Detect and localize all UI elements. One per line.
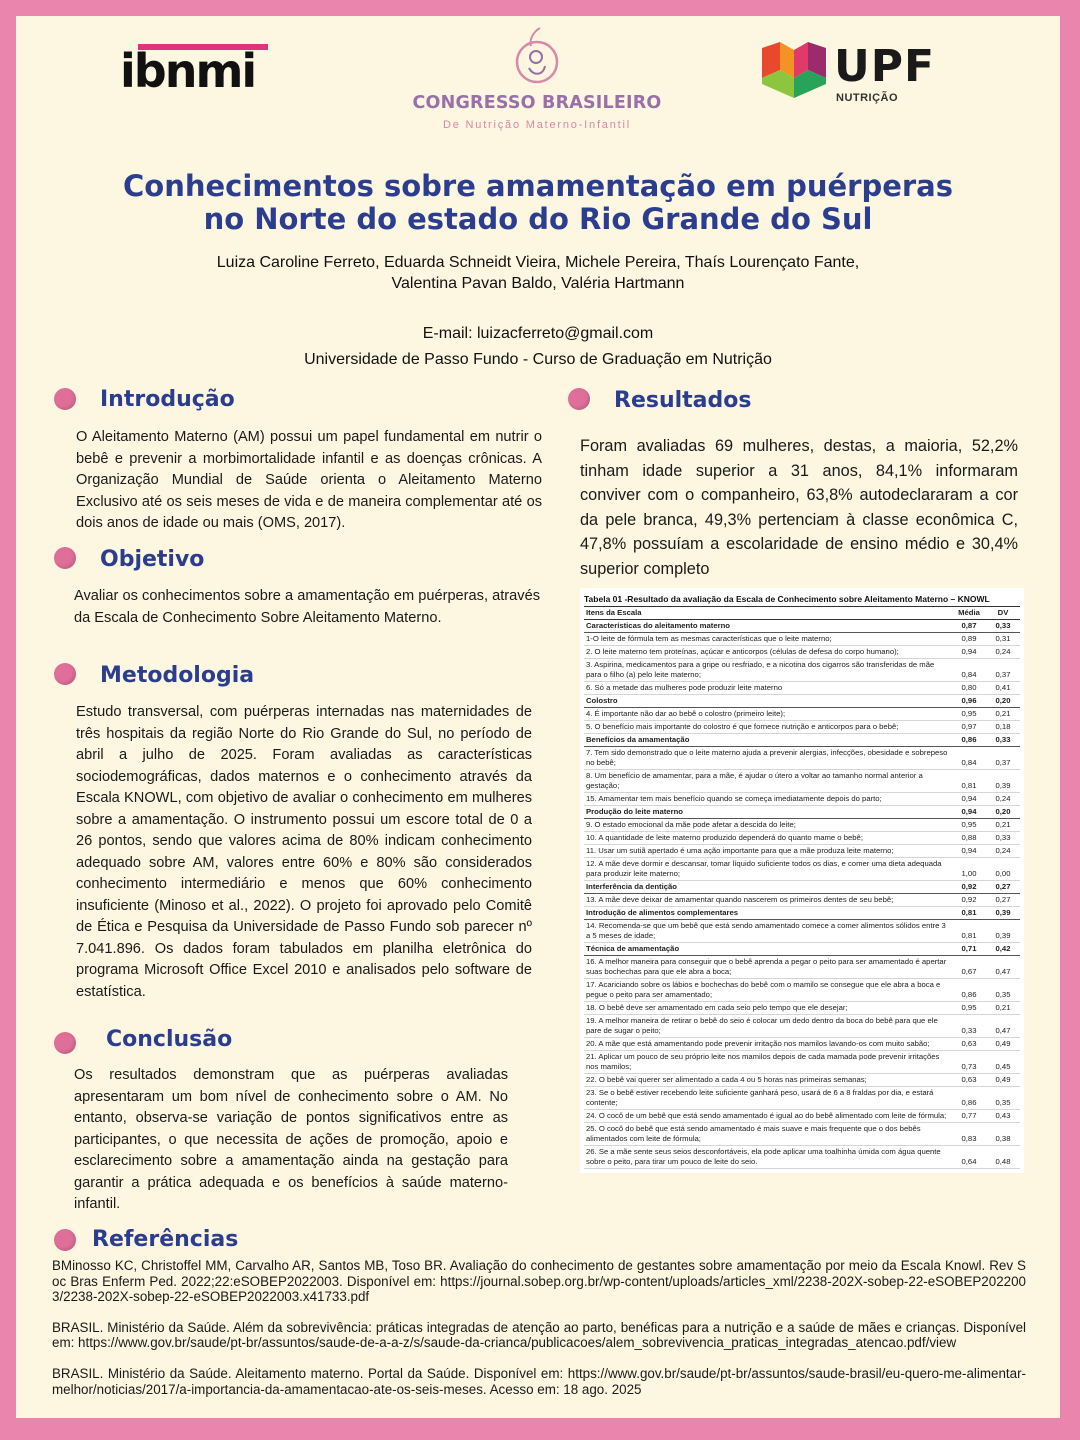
- table-cell-dv: 0,33: [986, 734, 1020, 747]
- poster-title: [56, 170, 1020, 236]
- table-cell-item: 12. A mãe deve dormir e descansar, tomar líquido suficiente todos os dias, e comer uma dieta adequada para produzir leite materno;: [584, 858, 952, 881]
- table-cell-dv: 0,33: [986, 620, 1020, 633]
- table-cell-dv: 0,24: [986, 646, 1020, 659]
- table-cell-dv: 0,33: [986, 832, 1020, 845]
- table-cell-item: 21. Aplicar um pouco de seu próprio leite nos mamilos depois de cada mamada pode prevenir irritações nos mamilos;: [584, 1051, 952, 1074]
- congress-subtitle: De Nutrição Materno-Infantil: [443, 119, 631, 131]
- congress-logo: [404, 24, 670, 136]
- table-cell-item: 10. A quantidade de leite materno produzido dependerá do quanto mame o bebê;: [584, 832, 952, 845]
- table-row: [584, 708, 1020, 721]
- table-cell-media: 0,77: [952, 1110, 986, 1123]
- table-cell-item: 20. A mãe que está amamentando pode prevenir irritação nos mamilos lavando-os com muito sabão;: [584, 1038, 952, 1051]
- table-cell-media: 0,95: [952, 1002, 986, 1015]
- table-cell-dv: 0,20: [986, 695, 1020, 708]
- resultados-text: Foram avaliadas 69 mulheres, destas, a maioria, 52,2% tinham idade superior a 31 anos, 84,1% informaram conviver com o companheiro, 63,8% autodeclararam a cor da pele branca, 49,3% pertenciam à classe econômica C, 47,8% possuíam a escolaridade de ensino médio e 30,4% superior completo: [580, 437, 1018, 578]
- table-cell-dv: 0,37: [986, 659, 1020, 682]
- table-row: [584, 1051, 1020, 1074]
- table-cell-dv: 0,27: [986, 881, 1020, 894]
- table-cell-dv: 0,39: [986, 770, 1020, 793]
- reference-item: BMinosso KC, Christoffel MM, Carvalho AR, Santos MB, Toso BR. Avaliação do conhecimento de gestantes sobre amamentação por meio da Escala Knowl. Rev Soc Bras Enferm Ped. 2022;22:eSOBEP2022003. Disponível em: https://journal.sobep.org.br/wp-content/uploads/articles_xml/2238-202X-sobep-22-eSOBEP2022003/2238-202X-sobep-22-eSOBEP2022003.x41733.pdf: [52, 1258, 1026, 1305]
- conclusao-text: Os resultados demonstram que as puérperas avaliadas apresentaram um bom nível de conhecimento sobre o AM. No entanto, observa-se variação de pontos significativos entre as participantes, o que necessita de ações de promoção, apoio e esclarecimento sobre a amamentação ainda na gestação para garantir a prática adequada e os benefícios à saúde materno-infantil.: [74, 1067, 508, 1212]
- section-bullet-icon: [54, 1032, 76, 1054]
- table-cell-media: 0,84: [952, 659, 986, 682]
- table-caption: Tabela 01 -Resultado da avaliação da Escala de Conhecimento sobre Aleitamento Materno – KNOWL: [584, 594, 1020, 607]
- table-cell-dv: 0,24: [986, 845, 1020, 858]
- poster: [16, 16, 1060, 1418]
- table-cell-dv: 0,21: [986, 1002, 1020, 1015]
- title-line-2: no Norte do estado do Rio Grande do Sul: [203, 202, 873, 236]
- table-row: [584, 979, 1020, 1002]
- contact-info: [76, 321, 1000, 373]
- table-cell-media: 0,88: [952, 832, 986, 845]
- table-cell-dv: 0,37: [986, 747, 1020, 770]
- table-cell-dv: 0,39: [986, 907, 1020, 920]
- table-row: [584, 770, 1020, 793]
- congress-title: CONGRESSO BRASILEIRO: [412, 93, 662, 113]
- table-cell-dv: 0,47: [986, 956, 1020, 979]
- table-cell-media: 0,86: [952, 734, 986, 747]
- table-cell-dv: 0,48: [986, 1146, 1020, 1169]
- table-cell-dv: 0,42: [986, 943, 1020, 956]
- table-cell-item: 13. A mãe deve deixar de amamentar quando nascerem os primeiros dentes de seu bebê;: [584, 894, 952, 907]
- table-cell-item: Introdução de alimentos complementares: [584, 907, 952, 920]
- table-cell-item: 19. A melhor maneira de retirar o bebê do seio é colocar um dedo dentro da boca do bebê para que ele pare de sugar o peito;: [584, 1015, 952, 1038]
- table-cell-dv: 0,27: [986, 894, 1020, 907]
- table-cell-dv: 0,39: [986, 920, 1020, 943]
- affiliation: Universidade de Passo Fundo - Curso de Graduação em Nutrição: [304, 351, 772, 368]
- table-cell-dv: 0,31: [986, 633, 1020, 646]
- table-cell-dv: 0,49: [986, 1074, 1020, 1087]
- table-category-row: [584, 734, 1020, 747]
- table-cell-dv: 0,49: [986, 1038, 1020, 1051]
- authors: [76, 252, 1000, 294]
- table-row: [584, 858, 1020, 881]
- table-row: [584, 1038, 1020, 1051]
- resultados-heading: Resultados: [614, 388, 752, 413]
- table-cell-item: 1-O leite de fórmula tem as mesmas características que o leite materno;: [584, 633, 952, 646]
- table-category-row: [584, 620, 1020, 633]
- table-cell-media: 0,80: [952, 682, 986, 695]
- table-cell-media: 0,81: [952, 907, 986, 920]
- table-cell-media: 0,63: [952, 1038, 986, 1051]
- table-cell-item: 2. O leite materno tem proteínas, açúcar e anticorpos (células de defesa do corpo humano);: [584, 646, 952, 659]
- table-cell-item: Interferência da dentição: [584, 881, 952, 894]
- reference-item: BRASIL. Ministério da Saúde. Além da sobrevivência: práticas integradas de atenção ao parto, benéficas para a nutrição e a saúde de mães e crianças. Disponível em: https://www.gov.br/saude/pt-br/assuntos/saude-de-a-a-z/s/saude-da-crianca/publicacoes/alem_sobrevivencia_praticas_integradas_atencao.pdf/view: [52, 1319, 1026, 1351]
- table-cell-media: 0,95: [952, 819, 986, 832]
- referencias-heading: Referências: [92, 1227, 239, 1252]
- table-cell-media: 0,81: [952, 920, 986, 943]
- section-bullet-icon: [54, 547, 76, 569]
- table-cell-item: Características do aleitamento materno: [584, 620, 952, 633]
- table-cell-item: 15. Amamentar tem mais benefício quando se começa imediatamente depois do parto;: [584, 793, 952, 806]
- table-row: [584, 721, 1020, 734]
- section-bullet-icon: [54, 663, 76, 685]
- table-category-row: [584, 806, 1020, 819]
- authors-line-2: Valentina Pavan Baldo, Valéria Hartmann: [391, 275, 685, 292]
- introducao-heading: Introdução: [100, 387, 235, 412]
- table-cell-dv: 0,21: [986, 819, 1020, 832]
- conclusao-heading: Conclusão: [106, 1027, 233, 1052]
- table-cell-media: 0,73: [952, 1051, 986, 1074]
- table-header-row: [584, 607, 1020, 620]
- authors-line-1: Luiza Caroline Ferreto, Eduarda Schneidt Vieira, Michele Pereira, Thaís Lourençato Fante,: [216, 254, 860, 271]
- table-category-row: [584, 881, 1020, 894]
- table-category-row: [584, 943, 1020, 956]
- table-cell-dv: 0,47: [986, 1015, 1020, 1038]
- table-cell-dv: 0,38: [986, 1123, 1020, 1146]
- table-category-row: [584, 695, 1020, 708]
- table-cell-dv: 0,35: [986, 1087, 1020, 1110]
- table-cell-dv: 0,18: [986, 721, 1020, 734]
- upf-logo: [762, 42, 962, 112]
- section-bullet-icon: [568, 388, 590, 410]
- email: E-mail: luizacferreto@gmail.com: [422, 325, 654, 342]
- table-cell-media: 0,67: [952, 956, 986, 979]
- table-cell-media: 0,64: [952, 1146, 986, 1169]
- table-cell-item: 3. Aspirina, medicamentos para a gripe ou resfriado, e a nicotina dos cigarros são transferidas de mãe para o filho (a) pelo leite materno;: [584, 659, 952, 682]
- table-row: [584, 845, 1020, 858]
- table-row: [584, 832, 1020, 845]
- table-row: [584, 1002, 1020, 1015]
- table-row: [584, 819, 1020, 832]
- table-cell-media: 1,00: [952, 858, 986, 881]
- table-row: [584, 1087, 1020, 1110]
- table-cell-dv: 0,21: [986, 708, 1020, 721]
- table-row: [584, 633, 1020, 646]
- table-cell-media: 0,86: [952, 979, 986, 1002]
- table-header-items: Itens da Escala: [584, 607, 952, 620]
- table-cell-media: 0,92: [952, 894, 986, 907]
- section-bullet-icon: [54, 388, 76, 410]
- table-cell-item: Produção do leite materno: [584, 806, 952, 819]
- table-cell-media: 0,86: [952, 1087, 986, 1110]
- table-cell-media: 0,89: [952, 633, 986, 646]
- table-cell-item: Colostro: [584, 695, 952, 708]
- table-cell-item: 26. Se a mãe sente seus seios desconfortáveis, ela pode aplicar uma toalhinha úmida com água quente sobre o peito, para tirar um pouco de leite do seio.: [584, 1146, 952, 1169]
- table-cell-item: Técnica de amamentação: [584, 943, 952, 956]
- table-row: [584, 682, 1020, 695]
- table-cell-dv: 0,24: [986, 793, 1020, 806]
- table-cell-dv: 0,00: [986, 858, 1020, 881]
- table-cell-media: 0,71: [952, 943, 986, 956]
- upf-mark-icon: [762, 42, 826, 98]
- table-cell-media: 0,33: [952, 1015, 986, 1038]
- knowl-results-table: [580, 588, 1024, 1173]
- table-cell-dv: 0,41: [986, 682, 1020, 695]
- table-cell-media: 0,94: [952, 806, 986, 819]
- upf-logo-text: UPF: [834, 41, 936, 92]
- table-cell-item: 17. Acariciando sobre os lábios e bochechas do bebê com o mamilo se consegue que ele abra a boca e pegue o peito para ser amamentado;: [584, 979, 952, 1002]
- objetivo-heading: Objetivo: [100, 547, 205, 572]
- table-cell-media: 0,97: [952, 721, 986, 734]
- table-cell-item: 14. Recomenda-se que um bebê que está sendo amamentado comece a comer alimentos sólidos entre 3 a 5 meses de idade;: [584, 920, 952, 943]
- table-cell-item: 7. Tem sido demonstrado que o leite materno ajuda a prevenir alergias, infecções, obesidade e sobrepeso no bebê;: [584, 747, 952, 770]
- table-cell-item: 6. Só a metade das mulheres pode produzir leite materno: [584, 682, 952, 695]
- table-cell-item: 25. O cocô do bebê que está sendo amamentado é mais suave e mais frequente que o dos bebês alimentados com leite de fórmula;: [584, 1123, 952, 1146]
- table-cell-media: 0,81: [952, 770, 986, 793]
- table-row: [584, 747, 1020, 770]
- table-cell-media: 0,63: [952, 1074, 986, 1087]
- table-row: [584, 894, 1020, 907]
- ibnmi-logo-text: ibnmi: [120, 44, 256, 98]
- table-cell-item: 4. É importante não dar ao bebê o colostro (primeiro leite);: [584, 708, 952, 721]
- table-cell-item: 18. O bebê deve ser amamentado em cada seio pelo tempo que ele desejar;: [584, 1002, 952, 1015]
- table-row: [584, 1015, 1020, 1038]
- table-cell-item: 16. A melhor maneira para conseguir que o bebê aprenda a pegar o peito para ser amamentado é apertar suas bochechas para que ele abra a boca;: [584, 956, 952, 979]
- title-line-1: Conhecimentos sobre amamentação em puérperas: [123, 169, 953, 203]
- table-cell-item: 11. Usar um sutiã apertado é uma ação importante para que a mãe produza leite materno;: [584, 845, 952, 858]
- table-row: [584, 793, 1020, 806]
- table-cell-dv: 0,45: [986, 1051, 1020, 1074]
- introducao-text: O Aleitamento Materno (AM) possui um papel fundamental em nutrir o bebê e prevenir a morbimortalidade infantil e as doenças crônicas. A Organização Mundial de Saúde orienta o Aleitamento Materno Exclusivo até os seis meses de vida e de maneira complementar até os dois anos de idade ou mais (OMS, 2017).: [76, 429, 542, 531]
- table-cell-item: 5. O benefício mais importante do colostro é que fornece nutrição e anticorpos para o bebê;: [584, 721, 952, 734]
- table-cell-item: 24. O cocô de um bebê que está sendo amamentado é igual ao do bebê alimentado com leite de fórmula;: [584, 1110, 952, 1123]
- metodologia-heading: Metodologia: [100, 663, 255, 688]
- table-cell-media: 0,84: [952, 747, 986, 770]
- table-cell-dv: 0,20: [986, 806, 1020, 819]
- table-cell-media: 0,94: [952, 845, 986, 858]
- references-list: [52, 1258, 1026, 1412]
- table-cell-item: 22. O bebê vai querer ser alimentado a cada 4 ou 5 horas nas primeiras semanas;: [584, 1074, 952, 1087]
- objetivo-text: Avaliar os conhecimentos sobre a amamentação em puérperas, através da Escala de Conhecimento Sobre Aleitamento Materno.: [74, 588, 540, 626]
- metodologia-text: Estudo transversal, com puérperas internadas nas maternidades de três hospitais da região Norte do Rio Grande do Sul, no período de abril a julho de 2025. Foram avaliadas as características sociodemográficas, dados maternos e o conhecimento através da Escala KNOWL, com objetivo de avaliar o conhecimento em mulheres sobre a amamentação. O instrumento possui um escore total de 0 a 26 pontos, sendo que valores acima de 80% indicam conhecimento adequado sobre AM, valores entre 60% e 80% são considerados conhecimento intermediário e menos que 60% conhecimento insuficiente (Minoso et al., 2022). O projeto foi aprovado pelo Comitê de Ética e Pesquisa da Universidade de Passo Fundo sob parecer nº 7.041.896. Os dados foram tabulados em planilha eletrônica do programa Microsoft Office Excel 2010 e analisados pelo software de estatística.: [76, 704, 532, 1000]
- table-header-media: Média: [952, 607, 986, 620]
- table-cell-media: 0,95: [952, 708, 986, 721]
- table-cell-media: 0,92: [952, 881, 986, 894]
- upf-subtitle: NUTRIÇÃO: [836, 92, 899, 104]
- table-cell-media: 0,96: [952, 695, 986, 708]
- section-bullet-icon: [54, 1229, 76, 1251]
- table-row: [584, 1123, 1020, 1146]
- mother-baby-emblem-icon: [507, 24, 567, 90]
- ibnmi-logo: [120, 44, 272, 96]
- table-cell-item: 8. Um benefício de amamentar, para a mãe, é ajudar o útero a voltar ao tamanho normal anterior a gestação;: [584, 770, 952, 793]
- table-cell-dv: 0,43: [986, 1110, 1020, 1123]
- table-row: [584, 659, 1020, 682]
- reference-item: BRASIL. Ministério da Saúde. Aleitamento materno. Portal da Saúde. Disponível em: https://www.gov.br/saude/pt-br/assuntos/saude-brasil/eu-quero-me-alimentar-melhor/noticias/2017/a-importancia-da-amamentacao-ate-os-seis-meses. Acesso em: 18 ago. 2025: [52, 1365, 1026, 1397]
- table-cell-item: 9. O estado emocional da mãe pode afetar a descida do leite;: [584, 819, 952, 832]
- table-cell-item: Benefícios da amamentação: [584, 734, 952, 747]
- table-header-dv: DV: [986, 607, 1020, 620]
- table-category-row: [584, 907, 1020, 920]
- table-cell-media: 0,83: [952, 1123, 986, 1146]
- table-row: [584, 1110, 1020, 1123]
- table-cell-dv: 0,35: [986, 979, 1020, 1002]
- table-cell-media: 0,94: [952, 793, 986, 806]
- table-cell-media: 0,94: [952, 646, 986, 659]
- table-row: [584, 920, 1020, 943]
- table-cell-media: 0,87: [952, 620, 986, 633]
- table-row: [584, 956, 1020, 979]
- table-row: [584, 1074, 1020, 1087]
- table-row: [584, 1146, 1020, 1169]
- table-cell-item: 23. Se o bebê estiver recebendo leite suficiente ganhará peso, usará de 6 a 8 fraldas por dia, e estará contente;: [584, 1087, 952, 1110]
- table-row: [584, 646, 1020, 659]
